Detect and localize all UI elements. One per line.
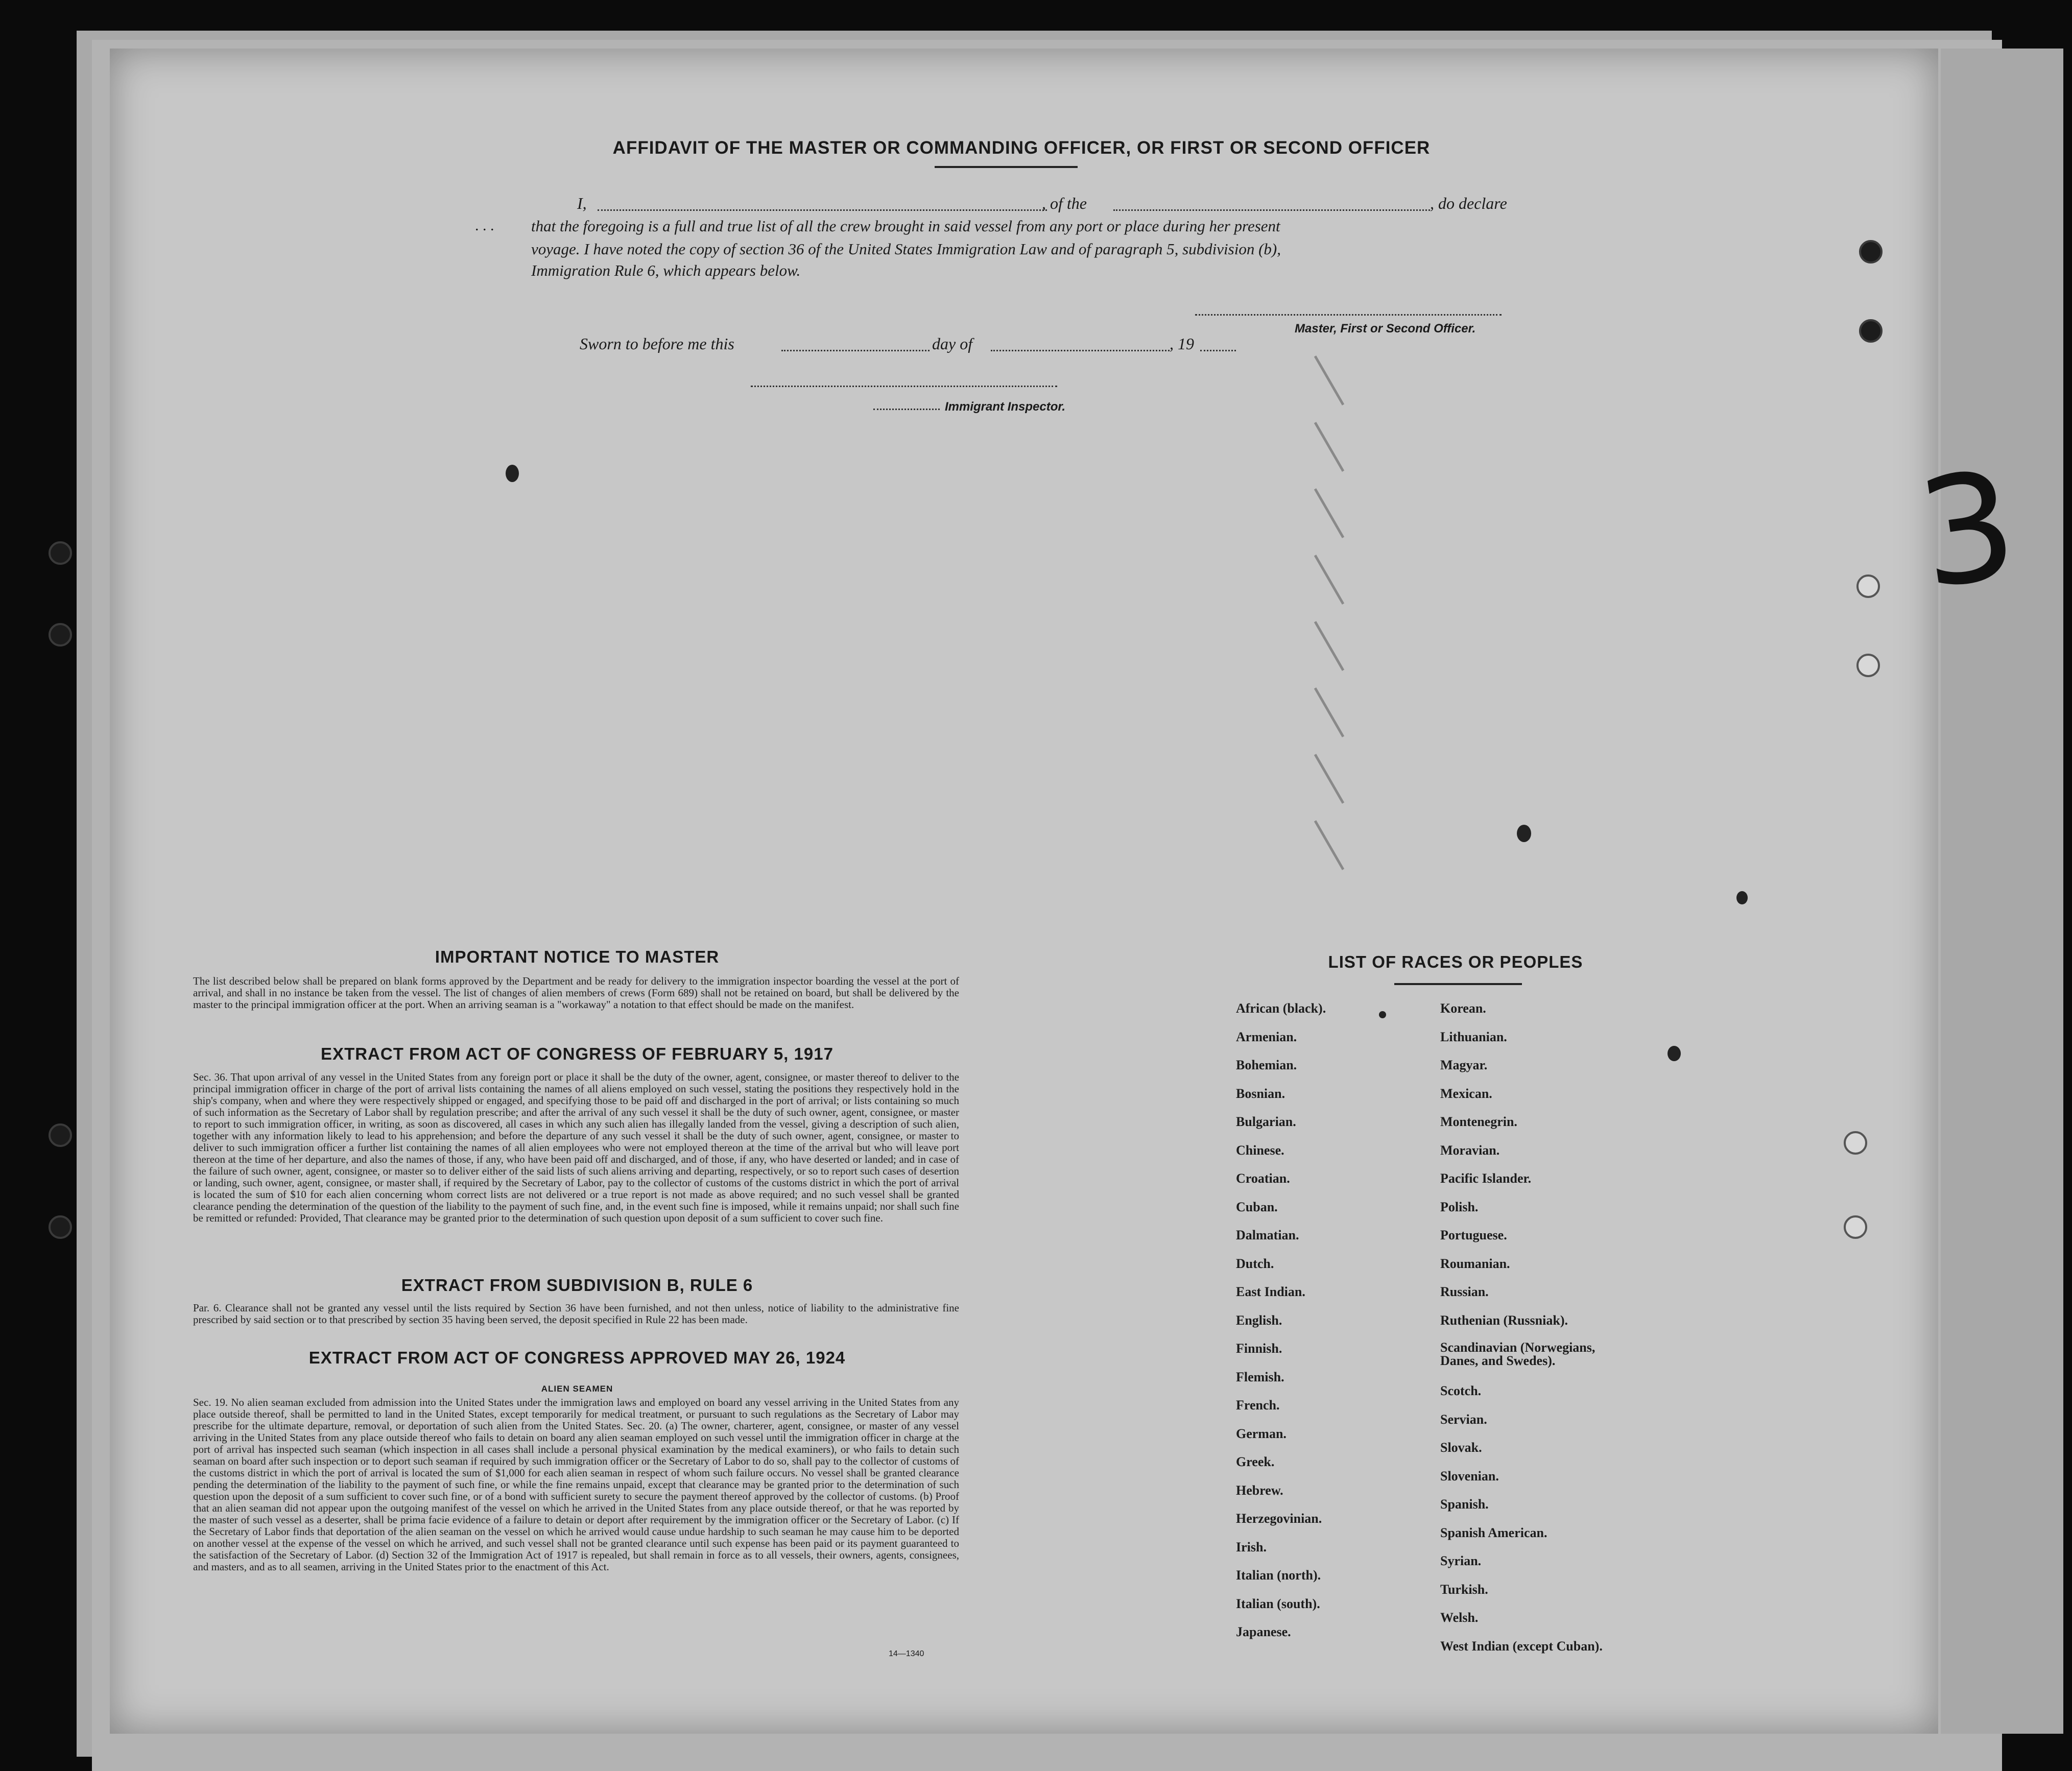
ink-blot — [1379, 1011, 1386, 1018]
race-entry: Korean. — [1440, 1001, 1486, 1016]
affidavit-declare-label: , do declare — [1430, 194, 1507, 212]
race-entry: Hebrew. — [1236, 1482, 1283, 1498]
race-entry: Chinese. — [1236, 1142, 1284, 1158]
binder-hole-icon — [1844, 1215, 1867, 1239]
notice-text: The list described below shall be prepared on blank forms approved by the Department and be ready for delivery to the immigration inspector boarding the vessel at the port of arrival, and shall in no instance be taken from the vessel. The list of changes of alien members of crews (Form 689) shall not be retained on board, but shall be delivered by the master to the principal immigration officer at the port. When an arriving seaman is a "workaway" a notation to that effect should be made on the manifest. — [193, 975, 959, 1011]
vessel-name-field[interactable] — [1113, 209, 1430, 211]
lead-dots: . . . — [475, 217, 494, 234]
race-entry: German. — [1236, 1426, 1287, 1441]
handwritten-page-mark: 3 — [1909, 438, 2027, 623]
extract-1924-heading: EXTRACT FROM ACT OF CONGRESS APPROVED MAY 26, 1924 — [308, 1348, 846, 1367]
race-entry: Italian (south). — [1236, 1596, 1320, 1611]
affidavit-i-label: I, — [577, 194, 587, 212]
notice-heading: IMPORTANT NOTICE TO MASTER — [435, 947, 720, 966]
extract-1917-heading: EXTRACT FROM ACT OF CONGRESS OF FEBRUARY 5, 1917 — [321, 1044, 833, 1063]
affidavit-of-label: , of the — [1042, 194, 1087, 212]
race-entry: Turkish. — [1440, 1582, 1488, 1597]
race-entry: Herzegovinian. — [1236, 1511, 1322, 1526]
affidavit-line-4: Immigration Rule 6, which appears below. — [531, 261, 801, 279]
binder-hole-icon — [1856, 654, 1880, 677]
race-entry: Syrian. — [1440, 1553, 1482, 1568]
signature-caption: Master, First or Second Officer. — [1295, 322, 1476, 336]
ink-blot — [1517, 825, 1531, 842]
race-entry: African (black). — [1236, 1001, 1326, 1016]
race-entry: Magyar. — [1440, 1058, 1488, 1072]
master-signature-field[interactable] — [1195, 314, 1502, 316]
race-entry: Slovenian. — [1440, 1468, 1499, 1483]
race-entry: Lithuanian. — [1440, 1029, 1507, 1044]
sworn-year-label: , 19 — [1170, 334, 1194, 353]
race-entry: Italian (north). — [1236, 1568, 1321, 1583]
race-entry: Welsh. — [1440, 1610, 1479, 1625]
race-entry: Spanish American. — [1440, 1525, 1547, 1540]
race-entry: Slovak. — [1440, 1440, 1482, 1455]
affidavit-line-3: voyage. I have noted the copy of section 36 of the United States Immigration Law and of paragraph 5, subdivision (b), — [531, 240, 1281, 258]
race-entry: Polish. — [1440, 1199, 1479, 1214]
race-entry: Moravian. — [1440, 1142, 1500, 1158]
race-entry: Russian. — [1440, 1284, 1489, 1299]
race-entry: Japanese. — [1236, 1624, 1291, 1639]
sworn-label: Sworn to before me this — [580, 334, 734, 353]
race-entry: Dalmatian. — [1236, 1228, 1299, 1242]
race-entry: Portuguese. — [1440, 1228, 1507, 1242]
inspector-caption: Immigrant Inspector. — [945, 400, 1066, 414]
binder-hole-icon — [49, 541, 72, 565]
race-entry: Bosnian. — [1236, 1086, 1285, 1101]
binder-hole-icon — [1844, 1131, 1867, 1155]
sworn-day-label: day of — [932, 334, 973, 353]
master-name-field[interactable] — [598, 209, 1047, 211]
race-entry: Spanish. — [1440, 1497, 1489, 1512]
sworn-year-field[interactable] — [1200, 350, 1236, 351]
race-entry: Croatian. — [1236, 1171, 1290, 1186]
race-entry: Bohemian. — [1236, 1058, 1297, 1072]
race-entry: Dutch. — [1236, 1256, 1274, 1271]
race-entry: English. — [1236, 1312, 1282, 1328]
extract-1924-subheading: ALIEN SEAMEN — [541, 1384, 613, 1394]
ink-blot — [1668, 1046, 1681, 1061]
extract-1924-text: Sec. 19. No alien seaman excluded from admission into the United States under the immigration laws and employed on board any vessel arriving in the United States from any place outside thereof, shall be permitted to land in the United States, except temporarily for medical treatment, or pursuant to such regulations as the Secretary of Labor may prescribe for the ultimate departure, removal, or deportation of such alien from the United States. Sec. 20. (a) The owner, charterer, agent, consignee, or master of any vessel arriving in the United States from any place outside thereof who fails to detain on board any alien seaman employed on such vessel until the immigration officer in charge at the port of arrival has inspected such seaman (which inspection in all cases shall include a personal physical examination by the medical examiners), or who fails to detain such seaman on board after such inspection or to deport such seaman if required by such immigration officer or the Secretary of Labor to do so, shall pay to the collector of customs of the customs district in which the port of arrival is located the sum of $1,000 for each alien seaman in respect of whom such failure occurs. No vessel shall be granted clearance pending the determination of the liability to the payment of such fine, or while the fine remains unpaid, except that clearance may be granted prior to the determination of such question upon the deposit of a sum sufficient to cover such fine, or of a bond with sufficient surety to secure the payment thereof approved by the collector of customs. (b) Proof that an alien seaman did not appear upon the outgoing manifest of the vessel on which he arrived in the United States from any place outside thereof, or that he was reported by the master of such vessel as a deserter, shall be prima facie evidence of a failure to detain or deport after requirement by the immigration officer or the Secretary of Labor. (c) If the Secretary of Labor finds that deportation of the alien seaman on the vessel on which he arrived would cause undue hardship to such seaman he may cause him to be deported on another vessel at the expense of the vessel on which he arrived, and such vessel shall not be granted clearance until such expense has been paid or its payment guaranteed to the satisfaction of the Secretary of Labor. (d) Section 32 of the Immigration Act of 1917 is repealed, but shall remain in force as to all vessels, their owners, agents, consignees, and masters, and as to all seamen, arriving in the United States prior to the enactment of this Act. — [193, 1396, 959, 1573]
race-entry: Pacific Islander. — [1440, 1171, 1532, 1186]
affidavit-heading: AFFIDAVIT OF THE MASTER OR COMMANDING OFFICER, OR FIRST OR SECOND OFFICER — [612, 138, 1431, 158]
sworn-day-field[interactable] — [781, 350, 930, 351]
race-entry: Finnish. — [1236, 1341, 1282, 1356]
binder-hole-icon — [1856, 575, 1880, 598]
affidavit-line-2: that the foregoing is a full and true list of all the crew brought in said vessel from any port or place during her present — [531, 217, 1280, 235]
race-entry: West Indian (except Cuban). — [1440, 1638, 1603, 1654]
race-entry: Mexican. — [1440, 1086, 1492, 1101]
adjacent-page-strip — [1941, 49, 2063, 1734]
ink-blot — [1736, 891, 1748, 904]
rule-6-heading: EXTRACT FROM SUBDIVISION B, RULE 6 — [401, 1276, 753, 1295]
binder-hole-icon — [49, 1123, 72, 1147]
race-entry: Irish. — [1236, 1539, 1267, 1554]
heading-underline — [935, 166, 1078, 168]
race-entry: Scotch. — [1440, 1383, 1482, 1398]
inspector-lead-rule — [873, 409, 940, 410]
races-heading-underline — [1394, 983, 1522, 985]
binder-hole-icon — [1859, 319, 1883, 343]
race-entry: Ruthenian (Russniak). — [1440, 1312, 1568, 1328]
rule-6-text: Par. 6. Clearance shall not be granted any vessel until the lists required by Section 36 have been furnished, and not then unless, notice of liability to the administrative fine prescribed by said section or to that prescribed by section 35 having been served, the deposit specified in Rule 22 has been made. — [193, 1302, 959, 1326]
race-entry: Roumanian. — [1440, 1256, 1510, 1271]
binder-hole-icon — [1859, 240, 1883, 264]
race-entry: French. — [1236, 1398, 1280, 1413]
sworn-month-field[interactable] — [991, 350, 1170, 351]
races-heading: LIST OF RACES OR PEOPLES — [1328, 952, 1583, 971]
race-entry: Servian. — [1440, 1411, 1487, 1427]
binder-hole-icon — [49, 623, 72, 647]
binder-hole-icon — [49, 1215, 72, 1239]
extract-1917-text: Sec. 36. That upon arrival of any vessel in the United States from any foreign port or place it shall be the duty of the owner, agent, consignee, or master thereof to deliver to the principal immigration officer in charge of the port of arrival lists containing the names of all aliens employed on such vessel, stating the positions they respectively hold in the ship's company, when and where they were respectively shipped or engaged, and specifying those to be paid off and discharged in the port of arrival; or lists containing so much of such information as the Secretary of Labor shall by regulation prescribe; and after the arrival of any such vessel it shall be the duty of such owner, agent, consignee, or master to report to such immigration officer, in writing, as soon as discovered, all cases in which any such alien has illegally landed from the vessel, giving a description of such alien, together with any information likely to lead to his apprehension; and before the departure of any such vessel it shall be the duty of such owner, agent, consignee, or master to deliver to such immigration officer a further list containing the names of all alien employees who were not employed thereon at the time of the arrival but who will leave port thereon at the time of her departure, and also the names of those, if any, who have been paid off and discharged, and of those, if any, who have deserted or landed; and in case of the failure of such owner, agent, consignee, or master so to deliver either of the said lists of such aliens arriving and departing, respectively, or so to report such cases of desertion or landing, such owner, agent, consignee, or master shall, if required by the Secretary of Labor, pay to the collector of customs of the customs district in which the port of arrival is located the sum of $10 for each alien concerning whom correct lists are not delivered or a true report is not made as above required; and no such vessel shall be granted clearance pending the determination of the question of the liability to the payment of such fine, and, in the event such fine is imposed, while it remains unpaid; nor shall such fine be remitted or refunded: Provided, That clearance may be granted prior to the determination of such question upon deposit of a sum sufficient to cover such fine. — [193, 1071, 959, 1224]
ink-blot — [506, 465, 519, 482]
race-entry: Bulgarian. — [1236, 1114, 1296, 1129]
race-entry: Scandinavian (Norwegians, Danes, and Swedes). — [1440, 1340, 1595, 1368]
race-entry: Flemish. — [1236, 1369, 1284, 1384]
race-entry: East Indian. — [1236, 1284, 1305, 1299]
race-entry: Cuban. — [1236, 1199, 1278, 1214]
inspector-signature-field[interactable] — [751, 386, 1057, 387]
race-entry: Greek. — [1236, 1454, 1275, 1469]
form-number: 14—1340 — [889, 1649, 924, 1658]
race-entry: Montenegrin. — [1440, 1114, 1517, 1129]
race-entry: Armenian. — [1236, 1029, 1297, 1044]
